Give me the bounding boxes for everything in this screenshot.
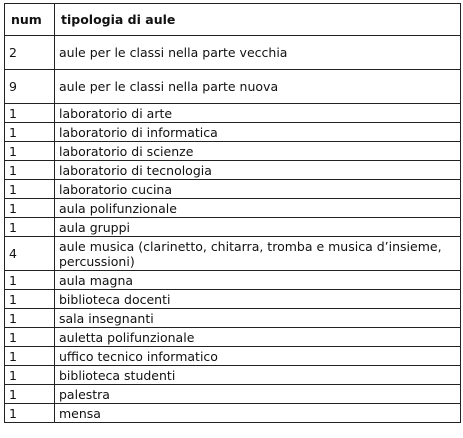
cell-type: laboratorio di tecnologia: [55, 161, 461, 180]
cell-num: 2: [5, 36, 55, 70]
cell-type: aula magna: [55, 271, 461, 290]
table-row: [5, 271, 461, 290]
table-row: [5, 237, 461, 271]
cell-type: mensa: [55, 404, 461, 423]
cell-num: 9: [5, 70, 55, 104]
header-type: tipologia di aule: [55, 4, 461, 36]
cell-num: 1: [5, 142, 55, 161]
table-row: [5, 180, 461, 199]
table-row: [5, 142, 461, 161]
table-row: [5, 366, 461, 385]
cell-type: sala insegnanti: [55, 309, 461, 328]
table-row: [5, 218, 461, 237]
cell-type: laboratorio cucina: [55, 180, 461, 199]
cell-num: 1: [5, 271, 55, 290]
table-row: [5, 161, 461, 180]
cell-num: 1: [5, 218, 55, 237]
table-row: [5, 347, 461, 366]
cell-type: biblioteca docenti: [55, 290, 461, 309]
cell-type: laboratorio di arte: [55, 104, 461, 123]
cell-num: 1: [5, 347, 55, 366]
table-row: [5, 104, 461, 123]
cell-type: palestra: [55, 385, 461, 404]
cell-type: aule musica (clarinetto, chitarra, tromba e musica d’insieme, percussioni): [55, 237, 461, 271]
cell-num: 1: [5, 180, 55, 199]
table-row: [5, 36, 461, 70]
cell-num: 1: [5, 123, 55, 142]
table-row: [5, 199, 461, 218]
cell-type: aule per le classi nella parte vecchia: [55, 36, 461, 70]
header-row: [5, 4, 461, 36]
table-row: [5, 290, 461, 309]
room-types-table: [4, 3, 461, 423]
cell-num: 1: [5, 161, 55, 180]
cell-type: biblioteca studenti: [55, 366, 461, 385]
header-num: num: [5, 4, 55, 36]
cell-num: 1: [5, 199, 55, 218]
cell-num: 1: [5, 290, 55, 309]
cell-num: 1: [5, 404, 55, 423]
cell-type: aula polifunzionale: [55, 199, 461, 218]
table-row: [5, 404, 461, 423]
cell-type: aule per le classi nella parte nuova: [55, 70, 461, 104]
cell-type: aula gruppi: [55, 218, 461, 237]
table-row: [5, 328, 461, 347]
cell-num: 1: [5, 309, 55, 328]
cell-type: laboratorio di scienze: [55, 142, 461, 161]
cell-num: 1: [5, 328, 55, 347]
table-row: [5, 309, 461, 328]
cell-num: 1: [5, 104, 55, 123]
table-row: [5, 70, 461, 104]
cell-type: uffico tecnico informatico: [55, 347, 461, 366]
cell-num: 1: [5, 385, 55, 404]
cell-num: 4: [5, 237, 55, 271]
table-row: [5, 385, 461, 404]
cell-type: auletta polifunzionale: [55, 328, 461, 347]
cell-type: laboratorio di informatica: [55, 123, 461, 142]
table-row: [5, 123, 461, 142]
cell-num: 1: [5, 366, 55, 385]
